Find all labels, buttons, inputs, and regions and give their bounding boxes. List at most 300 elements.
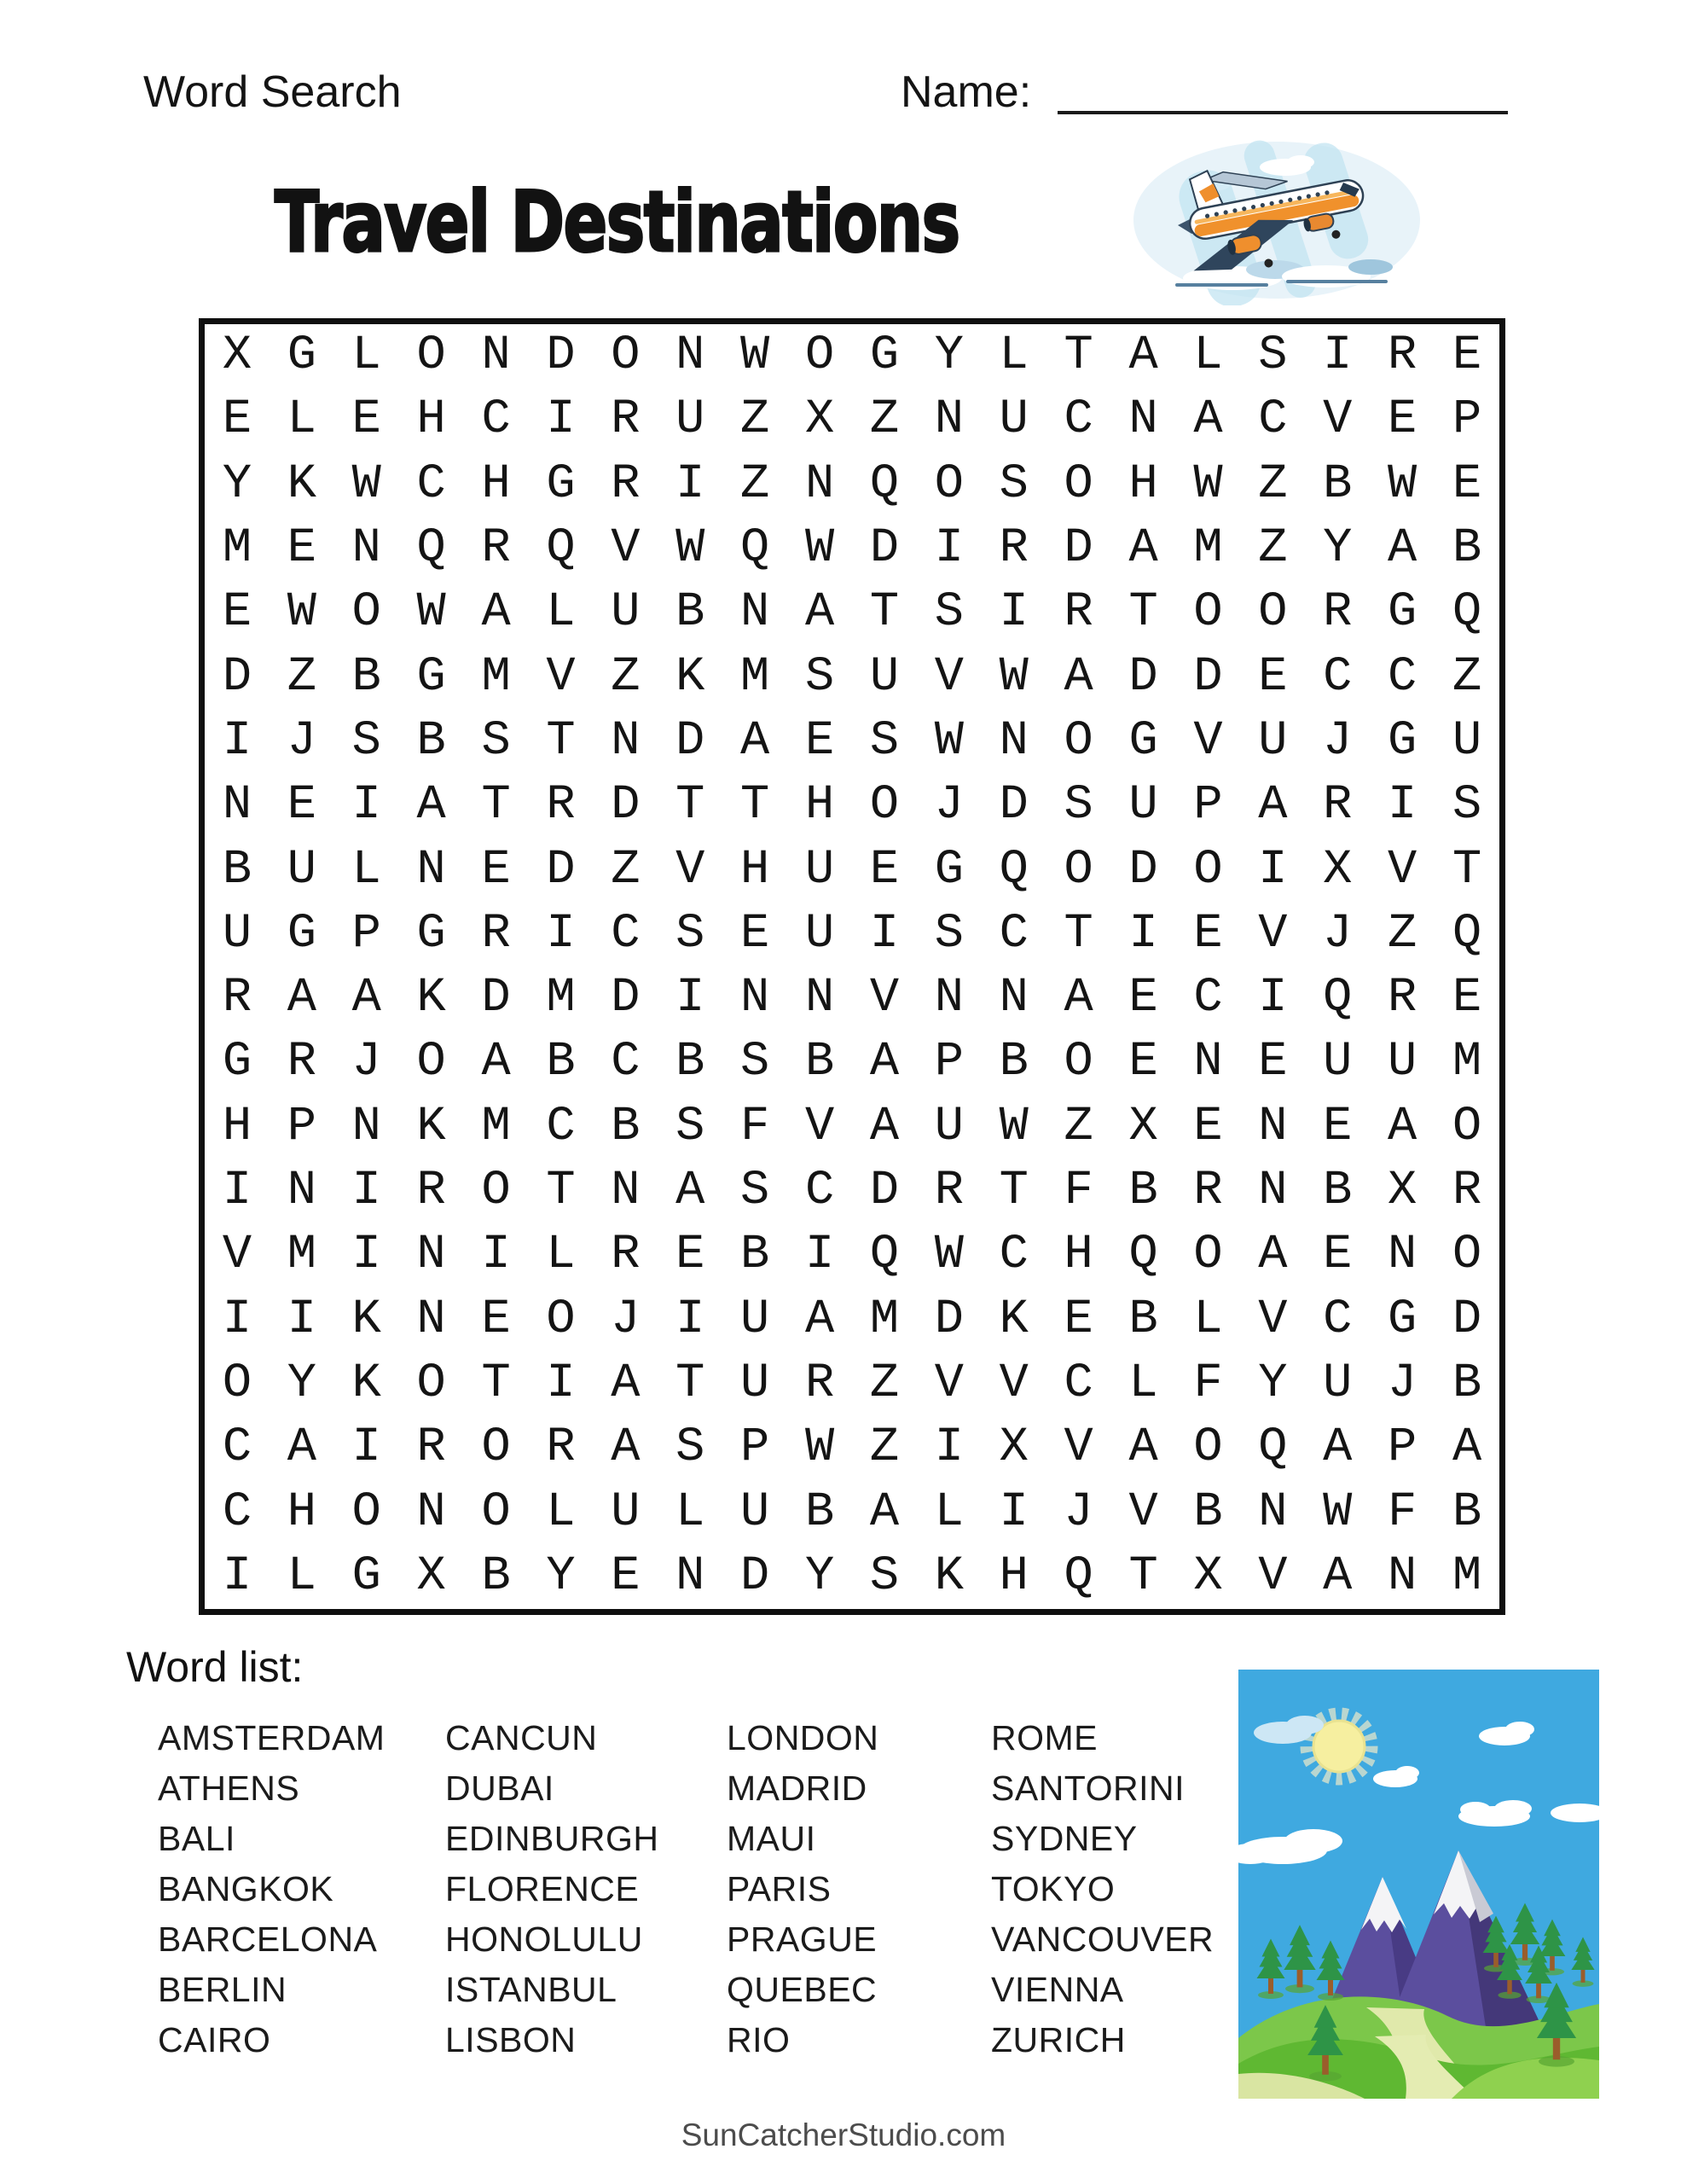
grid-cell-r16c9: U xyxy=(740,1292,770,1347)
word-list-item: LISBON xyxy=(445,2020,577,2059)
grid-cell-r7c5: S xyxy=(481,713,511,769)
grid-cell-r8c2: E xyxy=(287,778,316,834)
grid-cell-r15c1: V xyxy=(222,1228,252,1283)
grid-cell-r15c2: M xyxy=(287,1228,316,1283)
grid-cell-r14c8: A xyxy=(675,1164,705,1219)
grid-cell-r10c15: I xyxy=(1128,906,1158,961)
grid-cell-r5c6: L xyxy=(546,585,576,641)
grid-cell-r3c7: R xyxy=(611,456,641,512)
word-list-column xyxy=(445,1713,727,2065)
grid-cell-r10c18: J xyxy=(1323,906,1353,961)
grid-cell-r6c9: M xyxy=(740,649,770,705)
grid-cell-r2c17: C xyxy=(1258,392,1288,448)
grid-cell-r9c17: I xyxy=(1258,842,1288,897)
grid-cell-r19c10: B xyxy=(804,1484,835,1540)
grid-cell-r19c11: A xyxy=(869,1484,900,1540)
grid-cell-r19c14: J xyxy=(1064,1484,1093,1540)
grid-cell-r11c2: A xyxy=(287,971,316,1026)
landscape-illustration xyxy=(1238,1670,1599,2099)
grid-cell-r18c7: A xyxy=(611,1420,641,1476)
grid-cell-r3c9: Z xyxy=(740,456,770,512)
grid-cell-r18c5: O xyxy=(481,1420,511,1476)
grid-cell-r13c18: E xyxy=(1323,1099,1353,1154)
grid-cell-r2c18: V xyxy=(1323,392,1353,448)
grid-cell-r3c11: Q xyxy=(869,456,900,512)
grid-cell-r1c11: G xyxy=(869,328,900,384)
grid-cell-r6c17: E xyxy=(1258,649,1288,705)
grid-cell-r8c12: J xyxy=(934,778,964,834)
grid-cell-r11c20: E xyxy=(1452,971,1482,1026)
grid-cell-r17c18: U xyxy=(1323,1356,1353,1411)
grid-cell-r7c7: N xyxy=(611,713,641,769)
grid-cell-r2c15: N xyxy=(1128,392,1158,448)
word-list-item: HONOLULU xyxy=(445,1920,643,1959)
grid-cell-r14c20: R xyxy=(1452,1164,1482,1219)
grid-cell-r13c6: C xyxy=(546,1099,576,1154)
grid-cell-r1c20: E xyxy=(1452,328,1482,384)
grid-cell-r7c9: A xyxy=(740,713,770,769)
grid-cell-r5c10: A xyxy=(804,585,835,641)
grid-cell-r16c17: V xyxy=(1258,1292,1288,1347)
grid-cell-r19c5: O xyxy=(481,1484,511,1540)
grid-cell-r12c19: U xyxy=(1388,1035,1417,1090)
grid-cell-r18c9: P xyxy=(740,1420,770,1476)
grid-cell-r2c8: U xyxy=(675,392,705,448)
grid-cell-r1c19: R xyxy=(1388,328,1417,384)
grid-cell-r4c8: W xyxy=(675,521,705,577)
grid-cell-r9c10: U xyxy=(804,842,835,897)
grid-cell-r13c10: V xyxy=(804,1099,835,1154)
word-list-item: PARIS xyxy=(727,1869,832,1908)
grid-cell-r3c13: S xyxy=(999,456,1029,512)
grid-cell-r14c14: F xyxy=(1064,1164,1093,1219)
grid-cell-r4c14: D xyxy=(1064,521,1093,577)
grid-cell-r9c9: H xyxy=(740,842,770,897)
grid-cell-r9c12: G xyxy=(934,842,964,897)
grid-cell-r5c20: Q xyxy=(1452,585,1482,641)
grid-cell-r13c5: M xyxy=(481,1099,511,1154)
footer-credit: SunCatcherStudio.com xyxy=(681,2117,1006,2152)
grid-cell-r4c1: M xyxy=(222,521,252,577)
grid-cell-r4c18: Y xyxy=(1323,521,1353,577)
grid-cell-r11c4: K xyxy=(416,971,446,1026)
grid-cell-r1c10: O xyxy=(804,328,835,384)
grid-cell-r14c1: I xyxy=(222,1164,252,1219)
grid-cell-r14c18: B xyxy=(1323,1164,1353,1219)
grid-cell-r7c2: J xyxy=(287,713,316,769)
grid-cell-r16c5: E xyxy=(481,1292,511,1347)
grid-cell-r14c17: N xyxy=(1258,1164,1288,1219)
grid-cell-r4c20: B xyxy=(1452,521,1482,577)
word-list-item: SANTORINI xyxy=(991,1769,1185,1808)
grid-cell-r2c12: N xyxy=(934,392,964,448)
grid-cell-r1c7: O xyxy=(611,328,641,384)
grid-cell-r12c12: P xyxy=(934,1035,964,1090)
grid-cell-r9c14: O xyxy=(1064,842,1093,897)
grid-cell-r11c9: N xyxy=(740,971,770,1026)
grid-cell-r5c7: U xyxy=(611,585,641,641)
grid-cell-r10c16: E xyxy=(1193,906,1223,961)
grid-cell-r18c11: Z xyxy=(869,1420,900,1476)
grid-cell-r17c19: J xyxy=(1388,1356,1417,1411)
grid-cell-r18c16: O xyxy=(1193,1420,1223,1476)
grid-cell-r8c6: R xyxy=(546,778,576,834)
grid-cell-r4c9: Q xyxy=(740,521,770,577)
grid-cell-r20c12: K xyxy=(934,1548,964,1604)
grid-cell-r15c20: O xyxy=(1452,1228,1482,1283)
grid-cell-r13c8: S xyxy=(675,1099,705,1154)
grid-cell-r15c8: E xyxy=(675,1228,705,1283)
word-list-item: PRAGUE xyxy=(727,1920,878,1959)
grid-cell-r20c4: X xyxy=(416,1548,446,1604)
grid-cell-r11c3: A xyxy=(351,971,381,1026)
grid-cell-r2c5: C xyxy=(481,392,511,448)
grid-cell-r8c5: T xyxy=(481,778,511,834)
grid-cell-r20c3: G xyxy=(351,1548,381,1604)
grid-cell-r3c2: K xyxy=(287,456,316,512)
word-list-item: ZURICH xyxy=(991,2020,1126,2059)
grid-cell-r18c13: X xyxy=(999,1420,1029,1476)
grid-cell-r7c14: O xyxy=(1064,713,1093,769)
grid-cell-r14c4: R xyxy=(416,1164,446,1219)
grid-cell-r5c1: E xyxy=(222,585,252,641)
grid-cell-r17c10: R xyxy=(804,1356,835,1411)
grid-cell-r7c13: N xyxy=(999,713,1029,769)
grid-cell-r18c8: S xyxy=(675,1420,705,1476)
grid-cell-r20c17: V xyxy=(1258,1548,1288,1604)
grid-cell-r2c3: E xyxy=(351,392,381,448)
word-list-item: BANGKOK xyxy=(158,1869,334,1908)
grid-cell-r12c20: M xyxy=(1452,1035,1482,1090)
grid-cell-r11c13: N xyxy=(999,971,1029,1026)
grid-cell-r15c13: C xyxy=(999,1228,1029,1283)
grid-cell-r3c10: N xyxy=(804,456,835,512)
grid-cell-r18c20: A xyxy=(1452,1420,1482,1476)
grid-cell-r19c18: W xyxy=(1323,1484,1353,1540)
grid-cell-r3c20: E xyxy=(1452,456,1482,512)
grid-cell-r8c19: I xyxy=(1388,778,1417,834)
word-list-item: BALI xyxy=(158,1819,235,1858)
grid-cell-r6c12: V xyxy=(934,649,964,705)
grid-cell-r1c5: N xyxy=(481,328,511,384)
word-list-item: TOKYO xyxy=(991,1869,1116,1908)
grid-cell-r2c7: R xyxy=(611,392,641,448)
grid-cell-r4c13: R xyxy=(999,521,1029,577)
grid-cell-r11c10: N xyxy=(804,971,835,1026)
grid-cell-r4c6: Q xyxy=(546,521,576,577)
grid-cell-r11c12: N xyxy=(934,971,964,1026)
grid-cell-r17c4: O xyxy=(416,1356,446,1411)
grid-cell-r17c13: V xyxy=(999,1356,1029,1411)
grid-cell-r17c12: V xyxy=(934,1356,964,1411)
grid-cell-r11c1: R xyxy=(222,971,252,1026)
word-list-item: EDINBURGH xyxy=(445,1819,659,1858)
word-list-item: ROME xyxy=(991,1718,1098,1757)
grid-cell-r11c6: M xyxy=(546,971,576,1026)
grid-cell-r20c6: Y xyxy=(546,1548,576,1604)
word-list-item: ATHENS xyxy=(158,1769,300,1808)
grid-cell-r13c11: A xyxy=(869,1099,900,1154)
grid-cell-r3c16: W xyxy=(1193,456,1223,512)
grid-cell-r16c4: N xyxy=(416,1292,446,1347)
grid-cell-r6c19: C xyxy=(1388,649,1417,705)
word-search-grid xyxy=(199,318,1505,1615)
grid-cell-r2c19: E xyxy=(1388,392,1417,448)
grid-cell-r2c13: U xyxy=(999,392,1029,448)
grid-cell-r17c7: A xyxy=(611,1356,641,1411)
word-list-item: ISTANBUL xyxy=(445,1970,617,2009)
grid-cell-r14c12: R xyxy=(934,1164,964,1219)
grid-cell-r20c13: H xyxy=(999,1548,1029,1604)
airplane-illustration xyxy=(1130,135,1424,305)
grid-cell-r2c20: P xyxy=(1452,392,1482,448)
grid-cell-r2c2: L xyxy=(287,392,316,448)
grid-cell-r10c11: I xyxy=(869,906,900,961)
grid-cell-r7c3: S xyxy=(351,713,381,769)
grid-cell-r9c2: U xyxy=(287,842,316,897)
grid-cell-r9c11: E xyxy=(869,842,900,897)
word-list-item: FLORENCE xyxy=(445,1869,640,1908)
grid-cell-r16c19: G xyxy=(1388,1292,1417,1347)
grid-cell-r5c12: S xyxy=(934,585,964,641)
grid-cell-r6c11: U xyxy=(869,649,900,705)
grid-cell-r12c14: O xyxy=(1064,1035,1093,1090)
grid-cell-r7c6: T xyxy=(546,713,576,769)
grid-cell-r1c15: A xyxy=(1128,328,1158,384)
grid-cell-r7c11: S xyxy=(869,713,900,769)
grid-cell-r17c1: O xyxy=(222,1356,252,1411)
grid-cell-r10c6: I xyxy=(546,906,576,961)
grid-cell-r13c16: E xyxy=(1193,1099,1223,1154)
page-type-label: Word Search xyxy=(143,67,402,117)
grid-cell-r5c8: B xyxy=(675,585,705,641)
grid-cell-r16c8: I xyxy=(675,1292,705,1347)
grid-cell-r3c15: H xyxy=(1128,456,1158,512)
grid-cell-r1c4: O xyxy=(416,328,446,384)
grid-cell-r13c9: F xyxy=(740,1099,770,1154)
grid-cell-r10c4: G xyxy=(416,906,446,961)
grid-cell-r12c1: G xyxy=(222,1035,252,1090)
grid-cell-r6c7: Z xyxy=(611,649,641,705)
grid-cell-r1c12: Y xyxy=(934,328,964,384)
grid-cell-r5c3: O xyxy=(351,585,381,641)
grid-cell-r18c14: V xyxy=(1064,1420,1093,1476)
grid-cell-r8c3: I xyxy=(351,778,381,834)
grid-cell-r17c3: K xyxy=(351,1356,381,1411)
grid-cell-r4c16: M xyxy=(1193,521,1223,577)
word-list-item: CANCUN xyxy=(445,1718,598,1757)
grid-cell-r17c6: I xyxy=(546,1356,576,1411)
grid-cell-r11c16: C xyxy=(1193,971,1223,1026)
grid-cell-r2c16: A xyxy=(1193,392,1223,448)
grid-cell-r13c17: N xyxy=(1258,1099,1288,1154)
grid-cell-r4c4: Q xyxy=(416,521,446,577)
grid-cell-r10c2: G xyxy=(287,906,316,961)
grid-cell-r12c5: A xyxy=(481,1035,511,1090)
grid-cell-r1c8: N xyxy=(675,328,705,384)
grid-cell-r10c1: U xyxy=(222,906,252,961)
grid-cell-r1c6: D xyxy=(546,328,576,384)
grid-cell-r20c19: N xyxy=(1388,1548,1417,1604)
grid-cell-r13c19: A xyxy=(1388,1099,1417,1154)
grid-cell-r15c16: O xyxy=(1193,1228,1223,1283)
grid-cell-r12c13: B xyxy=(999,1035,1029,1090)
grid-cell-r10c9: E xyxy=(740,906,770,961)
grid-cell-r3c3: W xyxy=(351,456,381,512)
grid-cell-r13c7: B xyxy=(611,1099,641,1154)
grid-cell-r7c15: G xyxy=(1128,713,1158,769)
grid-cell-r20c18: A xyxy=(1323,1548,1353,1604)
grid-cell-r15c6: L xyxy=(546,1228,576,1283)
puzzle-title: Travel Destinations xyxy=(275,174,959,271)
grid-cell-r10c7: C xyxy=(611,906,641,961)
grid-cell-r14c2: N xyxy=(287,1164,316,1219)
grid-cell-r14c19: X xyxy=(1388,1164,1417,1219)
grid-cell-r9c16: O xyxy=(1193,842,1223,897)
word-list-item: VIENNA xyxy=(991,1970,1124,2009)
grid-cell-r18c3: I xyxy=(351,1420,381,1476)
word-list-item: RIO xyxy=(727,2020,791,2059)
grid-cell-r16c14: E xyxy=(1064,1292,1093,1347)
grid-cell-r13c15: X xyxy=(1128,1099,1158,1154)
grid-cell-r11c15: E xyxy=(1128,971,1158,1026)
grid-cell-r9c8: V xyxy=(675,842,705,897)
grid-cell-r16c10: A xyxy=(804,1292,835,1347)
grid-cell-r4c19: A xyxy=(1388,521,1417,577)
grid-cell-r17c8: T xyxy=(675,1356,705,1411)
grid-cell-r19c17: N xyxy=(1258,1484,1288,1540)
grid-cell-r15c18: E xyxy=(1323,1228,1353,1283)
grid-cell-r6c6: V xyxy=(546,649,576,705)
grid-cell-r18c4: R xyxy=(416,1420,446,1476)
grid-cell-r12c17: E xyxy=(1258,1035,1288,1090)
grid-cell-r12c4: O xyxy=(416,1035,446,1090)
grid-cell-r6c18: C xyxy=(1323,649,1353,705)
grid-cell-r20c1: I xyxy=(222,1548,252,1604)
grid-cell-r12c15: E xyxy=(1128,1035,1158,1090)
grid-cell-r14c16: R xyxy=(1193,1164,1223,1219)
grid-cell-r16c16: L xyxy=(1193,1292,1223,1347)
grid-cell-r14c10: C xyxy=(804,1164,835,1219)
grid-cell-r10c17: V xyxy=(1258,906,1288,961)
grid-cell-r7c16: V xyxy=(1193,713,1223,769)
grid-cell-r13c4: K xyxy=(416,1099,446,1154)
grid-cell-r15c19: N xyxy=(1388,1228,1417,1283)
grid-cell-r19c15: V xyxy=(1128,1484,1158,1540)
grid-cell-r11c5: D xyxy=(481,971,511,1026)
grid-cell-r18c19: P xyxy=(1388,1420,1417,1476)
grid-cell-r8c14: S xyxy=(1064,778,1093,834)
grid-cell-r1c2: G xyxy=(287,328,316,384)
grid-cell-r5c4: W xyxy=(416,585,446,641)
grid-cell-r14c11: D xyxy=(869,1164,900,1219)
grid-cell-r20c10: Y xyxy=(804,1548,835,1604)
grid-cell-r10c20: Q xyxy=(1452,906,1482,961)
grid-cell-r5c18: R xyxy=(1323,585,1353,641)
grid-cell-r7c12: W xyxy=(934,713,964,769)
grid-cell-r9c20: T xyxy=(1452,842,1482,897)
grid-cell-r8c8: T xyxy=(675,778,705,834)
grid-cell-r1c13: L xyxy=(999,328,1029,384)
word-list-item: MADRID xyxy=(727,1769,867,1808)
grid-cell-r18c12: I xyxy=(934,1420,964,1476)
grid-cell-r9c18: X xyxy=(1323,842,1353,897)
grid-cell-r6c4: G xyxy=(416,649,446,705)
grid-cell-r18c10: W xyxy=(804,1420,835,1476)
grid-cell-r17c2: Y xyxy=(287,1356,316,1411)
word-list xyxy=(158,1713,1224,2065)
grid-cell-r20c16: X xyxy=(1193,1548,1223,1604)
grid-cell-r8c18: R xyxy=(1323,778,1353,834)
grid-cell-r5c19: G xyxy=(1388,585,1417,641)
grid-cell-r8c9: T xyxy=(740,778,770,834)
grid-cell-r20c14: Q xyxy=(1064,1548,1093,1604)
grid-cell-r17c9: U xyxy=(740,1356,770,1411)
grid-cell-r2c1: E xyxy=(222,392,252,448)
grid-cell-r16c15: B xyxy=(1128,1292,1158,1347)
grid-cell-r6c2: Z xyxy=(287,649,316,705)
grid-cell-r20c9: D xyxy=(740,1548,770,1604)
grid-cell-r15c9: B xyxy=(740,1228,770,1283)
grid-cell-r9c6: D xyxy=(546,842,576,897)
grid-cell-r5c11: T xyxy=(869,585,900,641)
grid-cell-r16c20: D xyxy=(1452,1292,1482,1347)
grid-cell-r4c17: Z xyxy=(1258,521,1288,577)
grid-cell-r19c19: F xyxy=(1388,1484,1417,1540)
grid-cell-r8c15: U xyxy=(1128,778,1158,834)
grid-cell-r14c13: T xyxy=(999,1164,1029,1219)
grid-cell-r19c9: U xyxy=(740,1484,770,1540)
grid-cell-r3c14: O xyxy=(1064,456,1093,512)
grid-cell-r6c8: K xyxy=(675,649,705,705)
grid-cell-r19c1: C xyxy=(222,1484,252,1540)
grid-cell-r17c14: C xyxy=(1064,1356,1093,1411)
grid-cell-r19c4: N xyxy=(416,1484,446,1540)
grid-cell-r10c5: R xyxy=(481,906,511,961)
grid-cell-r5c13: I xyxy=(999,585,1029,641)
grid-cell-r13c12: U xyxy=(934,1099,964,1154)
grid-cell-r9c15: D xyxy=(1128,842,1158,897)
grid-cell-r7c10: E xyxy=(804,713,835,769)
grid-cell-r6c15: D xyxy=(1128,649,1158,705)
grid-cell-r12c6: B xyxy=(546,1035,576,1090)
word-list-item: CAIRO xyxy=(158,2020,271,2059)
grid-cell-r12c18: U xyxy=(1323,1035,1353,1090)
grid-cell-r3c12: O xyxy=(934,456,964,512)
grid-cell-r8c11: O xyxy=(869,778,900,834)
word-list-item: AMSTERDAM xyxy=(158,1718,386,1757)
grid-cell-r9c5: E xyxy=(481,842,511,897)
grid-cell-r3c1: Y xyxy=(222,456,252,512)
grid-cell-r15c14: H xyxy=(1064,1228,1093,1283)
grid-cell-r11c7: D xyxy=(611,971,641,1026)
grid-cell-r5c2: W xyxy=(287,585,316,641)
grid-cell-r20c20: M xyxy=(1452,1548,1482,1604)
name-blank-line[interactable] xyxy=(1058,75,1508,114)
grid-cell-r3c6: G xyxy=(546,456,576,512)
grid-cell-r5c17: O xyxy=(1258,585,1288,641)
grid-cell-r11c19: R xyxy=(1388,971,1417,1026)
grid-cell-r6c3: B xyxy=(351,649,381,705)
grid-cell-r9c13: Q xyxy=(999,842,1029,897)
grid-cell-r13c1: H xyxy=(222,1099,252,1154)
grid-cell-r8c4: A xyxy=(416,778,446,834)
grid-cell-r20c8: N xyxy=(675,1548,705,1604)
word-list-item: SYDNEY xyxy=(991,1819,1138,1858)
grid-cell-r1c14: T xyxy=(1064,328,1093,384)
grid-cell-r10c8: S xyxy=(675,906,705,961)
grid-cell-r1c9: W xyxy=(740,328,770,384)
